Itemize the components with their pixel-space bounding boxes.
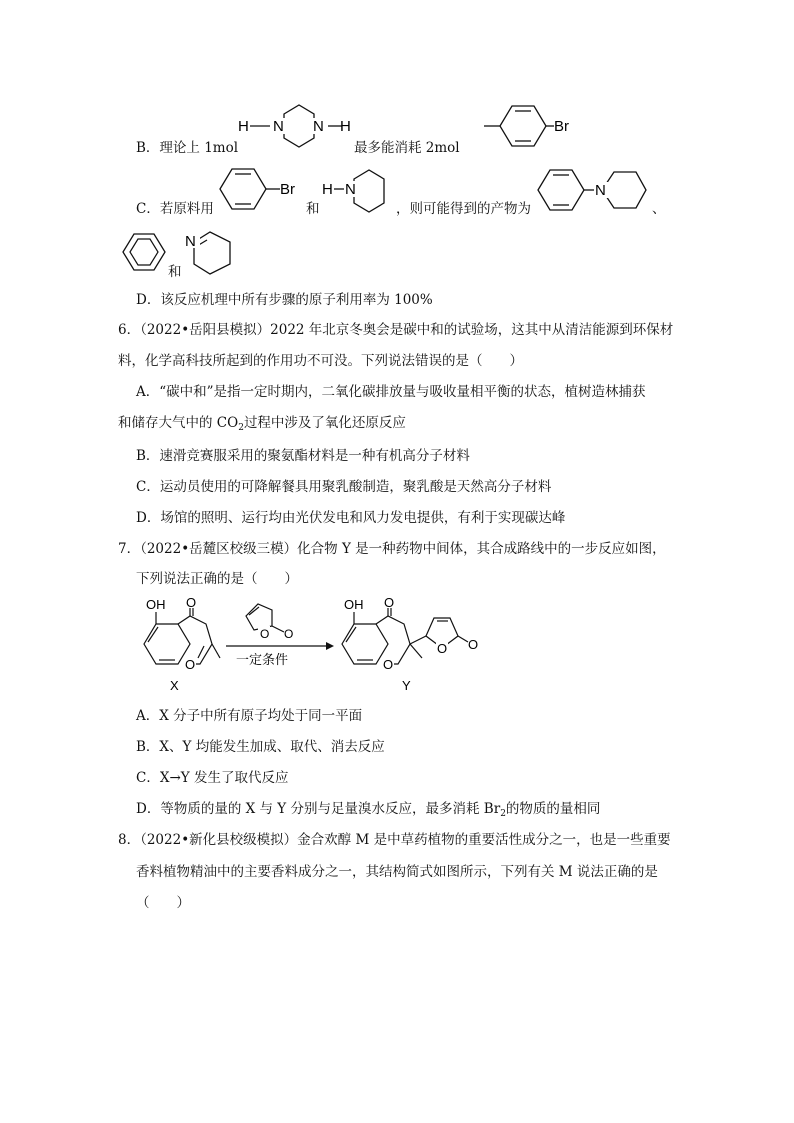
q5-option-c-prefix: C．若原料用	[136, 201, 214, 217]
q7-reaction-scheme	[128, 596, 498, 700]
q7-stem-line1: 7．（2022•岳麓区校级三模）化合物 Y 是一种药物中间体，其合成路线中的一步反应如图，	[118, 541, 666, 557]
compound-y	[342, 596, 478, 693]
piperidine-h: H	[322, 181, 333, 198]
q5-option-d: D．该反应机理中所有步骤的原子利用率为 100%	[136, 292, 433, 308]
y-label: Y	[402, 678, 411, 693]
reaction-condition: 一定条件	[236, 652, 289, 667]
compound-x	[144, 596, 220, 693]
y-ring-o: O	[383, 657, 394, 672]
reagent-ring-o: O	[260, 627, 270, 641]
q7-option-c: C．X→Y 发生了取代反应	[136, 770, 289, 786]
tetrahydropyridine-structure	[180, 226, 240, 278]
bromobenzene-structure	[214, 162, 306, 220]
piperidine-structure	[318, 162, 394, 220]
y-carbonyl-o: O	[384, 596, 395, 610]
q5-option-b-middle: 最多能消耗 2mol	[354, 140, 460, 156]
q5-option-c-and: 和	[306, 201, 320, 217]
x-carbonyl-o: O	[186, 596, 197, 610]
piperidine-n: N	[345, 181, 356, 198]
piperazine-structure	[232, 96, 354, 158]
y-lactone-o: O	[437, 641, 448, 656]
benzene-structure	[118, 228, 172, 276]
piperazine-h-left: H	[238, 118, 249, 135]
y-lactone-carbonyl-o: O	[468, 637, 479, 652]
reagent-carbonyl-o: O	[284, 627, 294, 641]
piperazine-n2: N	[313, 118, 324, 135]
q5-option-c-result: ，则可能得到的产物为	[396, 201, 531, 217]
phenylpiperidine-n: N	[595, 182, 606, 199]
q8-stem-line3: （ ）	[136, 895, 190, 911]
q8-stem-line2: 香料植物精油中的主要香料成分之一，其结构简式如图所示，下列有关 M 说法正确的是	[136, 864, 658, 880]
q6-stem-line2: 料，化学高科技所起到的作用功不可没。下列说法错误的是（ ）	[118, 353, 523, 369]
q6-option-b: B．速滑竞赛服采用的聚氨酯材料是一种有机高分子材料	[136, 448, 470, 464]
q6-option-d: D．场馆的照明、运行均由光伏发电和风力发电提供，有利于实现碳达峰	[136, 510, 566, 526]
q6-option-a-line1: A．“碳中和”是指一定时期内，二氧化碳排放量与吸收量相平衡的状态，植树造林捕获	[136, 384, 646, 400]
q6-stem-line1: 6．（2022•岳阳县模拟）2022 年北京冬奥会是碳中和的试验场，这其中从清洁能源到环保材	[118, 322, 674, 338]
q5-option-c-comma: 、	[652, 201, 666, 217]
q7-option-a: A．X 分子中所有原子均处于同一平面	[136, 708, 363, 724]
reaction-arrowhead	[326, 642, 334, 650]
q6-option-a-line2: 和储存大气中的 $CO_2$过程中涉及了氧化还原反应	[118, 415, 406, 433]
y-oh: OH	[344, 597, 364, 612]
x-oh: OH	[146, 597, 166, 612]
bromotoluene-br: Br	[554, 118, 569, 135]
q8-stem-line1: 8．（2022•新化县校级模拟）金合欢醇 M 是中草药植物的重要活性成分之一，也是一些重要	[118, 832, 671, 848]
q7-option-d: D．等物质的量的 X 与 Y 分别与足量溴水反应，最多消耗 $Br_2$的物质的量相同	[136, 801, 601, 819]
q6-option-c: C．运动员使用的可降解餐具用聚乳酸制造，聚乳酸是天然高分子材料	[136, 479, 552, 495]
tetrahydropyridine-n: N	[185, 233, 196, 250]
reagent-furanone	[246, 604, 293, 641]
x-label: X	[170, 678, 179, 693]
q7-stem-line2: 下列说法正确的是（ ）	[136, 571, 298, 587]
q5-option-b-prefix: B．理论上 1mol	[136, 140, 239, 156]
piperazine-h-right: H	[340, 118, 351, 135]
bromotoluene-structure	[478, 96, 578, 158]
phenylpiperidine-structure	[534, 160, 652, 220]
piperazine-n1: N	[273, 118, 284, 135]
q5-option-c-and2: 和	[168, 264, 182, 280]
x-ring-o: O	[185, 657, 196, 672]
q7-option-b: B．X、Y 均能发生加成、取代、消去反应	[136, 739, 385, 755]
bromobenzene-br: Br	[280, 181, 295, 198]
